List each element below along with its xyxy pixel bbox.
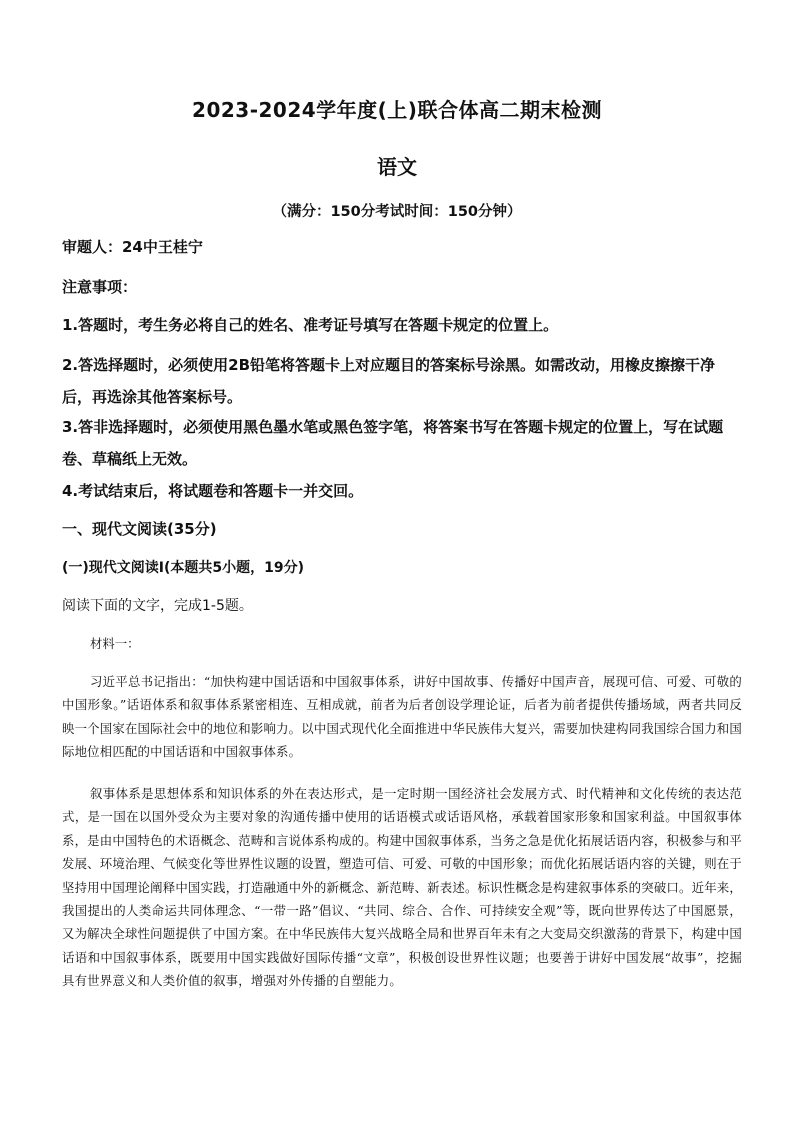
section-heading: 一、现代文阅读(35分) [62,520,217,538]
notice-item: 2.答选择题时，必须使用2B铅笔将答题卡上对应题目的答案标号涂黑。如需改动，用橡皮擦擦干净后，再选涂其他答案标号。 [62,356,716,406]
material-label: 材料一： [90,636,140,651]
paragraph: 叙事体系是思想体系和知识体系的外在表达形式，是一定时期一国经济社会发展方式、时代精神和文化传统的表达范式，是一国在以国外受众为主要对象的沟通传播中使用的话语模式或话语风格，承载着国家形象和国家利益。中国叙事体系，是由中国特色的术语概念、范畴和言说体系构成的。构建中国叙事体系，当务之急是优化拓展话语内容，积极参与和平发展、环境治理、气候变化等世界性议题的设置，塑造可信、可爱、可敬的中国形象；而优化拓展话语内容的关键，则在于坚持用中国理论阐释中国实践，打造融通中外的新概念、新范畴、新表述。标识性概念是构建叙事体系的突破口。近年来，我国提出的人类命运共同体理念、“一带一路”倡议、“共同、综合、合作、可持续安全观”等，既向世界传达了中国愿景，又为解决全球性问题提供了中国方案。在中华民族伟大复兴战略全局和世界百年未有之大变局交织激荡的背景下，构建中国话语和中国叙事体系，既要用中国实践做好国际传播“文章”，积极创设世界性议题；也要善于讲好中国发展“故事”，挖掘具有世界意义和人类价值的叙事，增强对外传播的自塑能力。 [62,786,742,989]
reviewer: 审题人：24中王桂宁 [62,238,203,256]
instruction: 阅读下面的文字，完成1-5题。 [62,598,253,614]
exam-title: 2023-2024学年度(上)联合体高二期末检测 [192,98,602,122]
paragraph: 习近平总书记指出：“加快构建中国话语和中国叙事体系，讲好中国故事、传播好中国声音，展现可信、可爱、可敬的中国形象。”话语体系和叙事体系紧密相连、互相成就，前者为后者创设学理论证，后者为前者提供传播场域，两者共同反映一个国家在国际社会中的地位和影响力。以中国式现代化全面推进中华民族伟大复兴，需要加快建构同我国综合国力和国际地位相匹配的中国话语和中国叙事体系。 [62,674,742,760]
notice-heading: 注意事项： [62,278,138,296]
subject-title: 语文 [377,155,417,179]
notice-item: 1.答题时，考生务必将自己的姓名、准考证号填写在答题卡规定的位置上。 [62,316,559,334]
notice-item: 4.考试结束后，将试题卷和答题卡一并交回。 [62,482,364,500]
subsection-heading: (一)现代文阅读Ⅰ(本题共5小题，19分) [62,560,305,576]
notice-item: 3.答非选择题时，必须使用黑色墨水笔或黑色签字笔，将答案书写在答题卡规定的位置上，写在试题卷、草稿纸上无效。 [62,418,724,468]
exam-info: （满分：150分考试时间：150分钟） [272,204,522,220]
